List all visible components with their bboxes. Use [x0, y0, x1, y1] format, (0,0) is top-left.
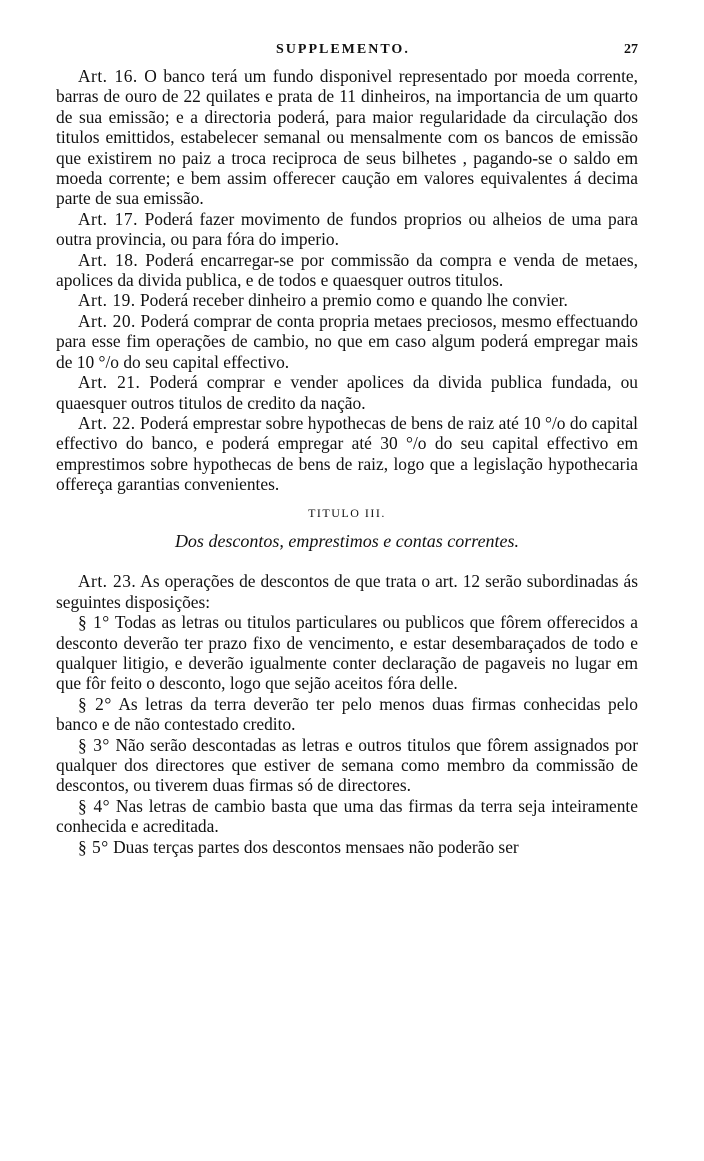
article-label: Art. 22. [78, 412, 136, 433]
section-text: Nas letras de cambio basta que uma das firmas da terra seja inteiramente conhecida e acreditada. [56, 795, 638, 837]
article-text: Poderá fazer movimento de fundos proprios ou alheios de uma para outra provincia, ou para fóra do imperio. [56, 208, 638, 250]
page-number: 27 [624, 42, 638, 57]
article-text: O banco terá um fundo disponivel representado por moeda corrente, barras de ouro de 22 quilates e prata de 11 dinheiros, na importancia de um quarto de sua emissão; e a directoria poderá, para maior regularidade da circulação dos titulos emittidos, estabelecer semanal ou mensalmente com os bancos de emissão que existirem no paiz a troca reciproca de seus bilhetes , pagando-se o saldo em moeda corrente; e bem assim offerecer caução em valores equivalentes á decima parte de sua emissão. [56, 66, 638, 209]
document-page [56, 36, 638, 857]
article-label: Art. 16. [78, 66, 138, 86]
paragraph-section [56, 735, 638, 796]
article-paragraph [56, 209, 638, 250]
section-label: § 2° [78, 693, 112, 714]
section-label: § 1° [78, 612, 110, 633]
article-text: Poderá comprar e vender apolices da divida publica fundada, ou quaesquer outros titulos de credito da nação. [56, 372, 638, 413]
section-label: § 4° [78, 795, 111, 816]
paragraph-section [56, 612, 638, 694]
section-text: Duas terças partes dos descontos mensaes não poderão ser [113, 836, 519, 857]
page-header [56, 36, 638, 62]
article-text: Poderá emprestar sobre hypothecas de bens de raiz até 10 °/o do capital effectivo do banco, e poderá empregar até 30 °/o do seu capital effectivo em emprestimos sobre hypothecas de bens de raiz, logo que a legislação hypothecaria offereça garantias convenientes. [56, 412, 638, 495]
article-label: Art. 17. [78, 208, 138, 229]
section-subtitle: Dos descontos, emprestimos e contas correntes. [174, 530, 520, 551]
article-text: Poderá encarregar-se por commissão da compra e venda de metaes, apolices da divida publica, e de todos e quaesquer outros titulos. [56, 249, 638, 291]
article-paragraph [56, 311, 638, 372]
article-text: Poderá comprar de conta propria metaes preciosos, mesmo effectuando para esse fim operações de cambio, no que em caso algum poderá empregar mais de 10 °/o do seu capital effectivo. [56, 310, 638, 372]
paragraph-section [56, 694, 638, 735]
paragraph-section [56, 796, 638, 837]
article-text: Poderá receber dinheiro a premio como e quando lhe convier. [139, 290, 568, 311]
section-text: Não serão descontadas as letras e outros titulos que fôrem assignados por qualquer dos directores que estiver de semana como membro da commissão de descontos, ou tiverem duas firmas só de directores. [56, 734, 638, 796]
article-paragraph [56, 413, 638, 495]
section-label: § 3° [78, 734, 110, 755]
section-text: As letras da terra deverão ter pelo menos duas firmas conhecidas pelo banco e de não contestado credito. [56, 693, 638, 735]
article-paragraph [56, 66, 638, 209]
article-label: Art. 19. [78, 290, 136, 311]
article-paragraph [56, 571, 638, 612]
article-label: Art. 23. [78, 571, 137, 592]
article-label: Art. 21. [78, 372, 141, 393]
running-head: SUPPLEMENTO. [276, 42, 410, 57]
article-paragraph [56, 290, 638, 310]
article-label: Art. 20. [78, 310, 136, 331]
section-text: Todas as letras ou titulos particulares ou publicos que fôrem offerecidos a desconto deverão ter prazo fixo de vencimento, e estar desembaraçados de todo e qualquer litigio, e deverão igualmente conter declaração de pagaveis no lugar em que fôr feito o desconto, logo que sejão aceitos fóra delle. [56, 612, 638, 694]
article-label: Art. 18. [78, 249, 139, 270]
section-title: TITULO III. [308, 505, 386, 520]
article-paragraph [56, 250, 638, 291]
article-paragraph [56, 372, 638, 413]
section-label: § 5° [78, 836, 109, 857]
paragraph-section [56, 837, 638, 857]
article-text: As operações de descontos de que trata o art. 12 serão subordinadas ás seguintes disposições: [56, 571, 639, 612]
